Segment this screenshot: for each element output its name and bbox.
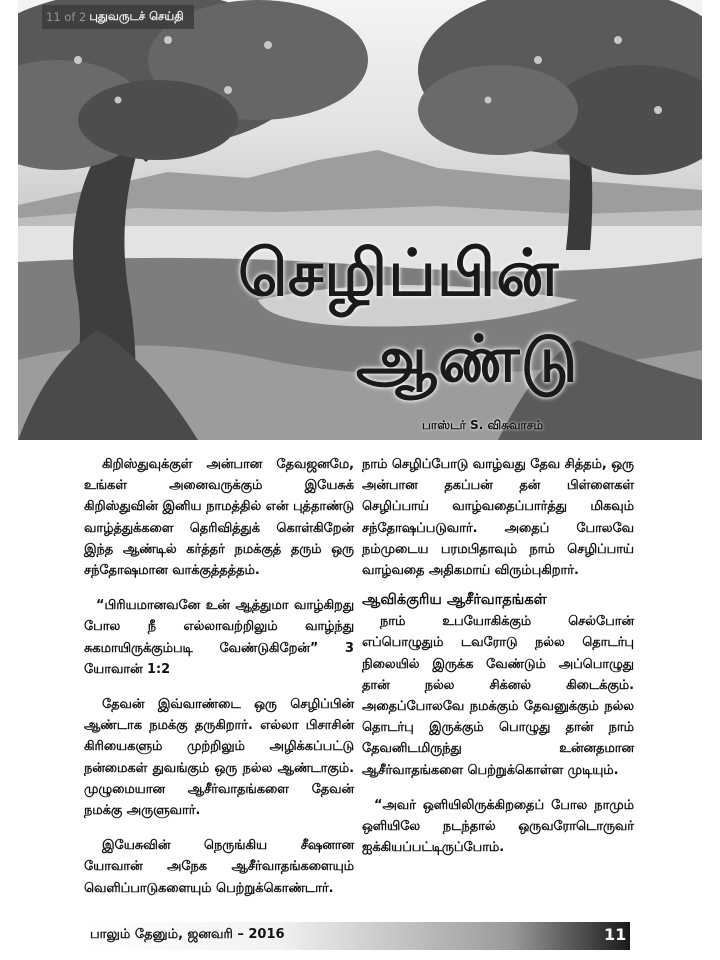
paragraph: தேவன் இவ்வாண்டை ஒரு செழிப்பின் ஆண்டாக நமக்கு தருகிறார். எல்லா பிசாசின் கிரியைகளும் முற்றிலும் அழிக்கப்பட்டு நன்மைகள் துவங்கும் ஒரு நல்ல ஆண்டாகும். முழுமையான ஆசீர்வாதங்களை தேவன் நமக்கு அருளுவார். (84, 697, 354, 819)
right-column (362, 454, 634, 872)
paragraph: கிறிஸ்துவுக்குள் அன்பான தேவஜனமே, உங்கள் அனைவருக்கும் இயேசுக் கிறிஸ்துவின் இனிய நாமத்தில் என் புத்தாண்டு வாழ்த்துக்களை தெரிவித்துக் கொள்கிறேன் இந்த ஆண்டில் கர்த்தர் நமக்குத் தரும் ஒரு சந்தோஷமான வாக்குத்தத்தம். (84, 457, 354, 579)
left-column (84, 454, 354, 913)
article-title-line-1: செழிப்பின் (238, 236, 560, 311)
paragraph: நாம் செழிப்போடு வாழ்வது தேவ சித்தம், ஒரு அன்பான தகப்பன் தன் பிள்ளைகள் செழிப்பாய் வாழ்வதைப்பார்த்து மிகவும் சந்தோஷப்படுவார். அதைப் போலவே நம்முடைய பரமபிதாவும் நாம் செழிப்பாய் வாழ்வதை அதிகமாய் விரும்புகிறார். (362, 457, 635, 579)
scripture-quote: “அவர் ஒளியிலிருக்கிறதைப் போல நாமும் ஒளியிலே நடந்தால் ஒருவரோடொருவர் ஐக்கியப்பட்டிருப்போம். (362, 797, 634, 856)
author-byline: பாஸ்டர் S. விசுவாசம் (422, 418, 544, 432)
paragraph: இயேசுவின் நெருங்கிய சீஷனான யோவான் அநேக ஆசீர்வாதங்களையும் வெளிப்பாடுகளையும் பெற்றுக்கொண்டார். (84, 838, 354, 896)
subheading: ஆவிக்குரிய ஆசீர்வாதங்கள் (362, 592, 547, 609)
section-label: புதுவருடச் செய்தி (89, 9, 184, 23)
page-counter: 11 of 2 (46, 10, 87, 24)
page-number: 11 (604, 925, 627, 944)
paragraph: நாம் உபயோகிக்கும் செல்போன் எப்பொழுதும் டவரோடு நல்ல தொடர்பு நிலையில் இருக்க வேண்டும் அப்பொழுது தான் நல்ல சிக்னல் கிடைக்கும். அதைப்போலவே நமக்கும் தேவனுக்கும் நல்ல தொடர்பு இருக்கும் பொழுது தான் நாம் தேவனிடமிருந்து உன்னதமான ஆசீர்வாதங்களை பெற்றுக்கொள்ள முடியும். (362, 614, 634, 778)
hero-illustration (18, 0, 702, 440)
publication-footer: பாலும் தேனும், ஜனவரி – 2016 (90, 927, 285, 942)
page-section-tag (42, 5, 194, 29)
scripture-quote: “பிரியமானவனே உன் ஆத்துமா வாழ்கிறது போல நீ எல்லாவற்றிலும் வாழ்ந்து சுகமாயிருக்கும்படி வேண்டுகிறேன்” 3 யோவான் 1:2 (84, 598, 354, 677)
article-title-line-2: ஆண்டு (356, 322, 579, 397)
